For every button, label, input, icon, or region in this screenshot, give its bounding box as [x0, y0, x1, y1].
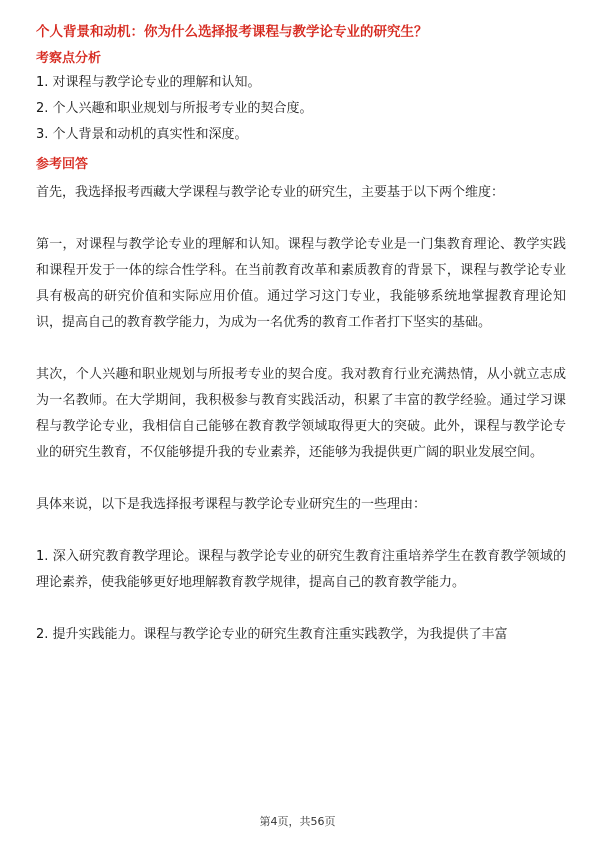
- answer-heading: 参考回答: [36, 157, 89, 172]
- answer-paragraph: 1. 深入研究教育教学理论。课程与教学论专业的研究生教育注重培养学生在教育教学领域的理论素养，使我能够更好地理解教育教学规律，提高自己的教育教学能力。: [36, 549, 566, 590]
- question-title: 个人背景和动机：你为什么选择报考课程与教学论专业的研究生？: [36, 24, 428, 40]
- answer-paragraph: 具体来说，以下是我选择报考课程与教学论专业研究生的一些理由：: [36, 497, 427, 512]
- analysis-heading: 考察点分析: [36, 51, 102, 66]
- answer-paragraph: 2. 提升实践能力。课程与教学论专业的研究生教育注重实践教学，为我提供了丰富: [36, 627, 508, 642]
- answer-paragraph: 首先，我选择报考西藏大学课程与教学论专业的研究生，主要基于以下两个维度：: [36, 185, 505, 200]
- page-content: [36, 22, 566, 648]
- analysis-point: 2. 个人兴趣和职业规划与所报考专业的契合度。: [36, 101, 313, 116]
- answer-paragraph: 第一，对课程与教学论专业的理解和认知。课程与教学论专业是一门集教育理论、教学实践和课程开发于一体的综合性学科。在当前教育改革和素质教育的背景下，课程与教学论专业具有极高的研究价值和实际应用价值。通过学习这门专业，我能够系统地掌握教育理论知识，提高自己的教育教学能力，为成为一名优秀的教育工作者打下坚实的基础。: [36, 237, 566, 330]
- analysis-point: 3. 个人背景和动机的真实性和深度。: [36, 127, 248, 142]
- answer-paragraph: 其次，个人兴趣和职业规划与所报考专业的契合度。我对教育行业充满热情，从小就立志成为一名教师。在大学期间，我积极参与教育实践活动，积累了丰富的教学经验。通过学习课程与教学论专业，我相信自己能够在教育教学领域取得更大的突破。此外，课程与教学论专业的研究生教育，不仅能够提升我的专业素养，还能够为我提供更广阔的职业发展空间。: [36, 367, 566, 460]
- analysis-point: 1. 对课程与教学论专业的理解和认知。: [36, 75, 261, 90]
- page-number: 第4页，共56页: [259, 815, 336, 828]
